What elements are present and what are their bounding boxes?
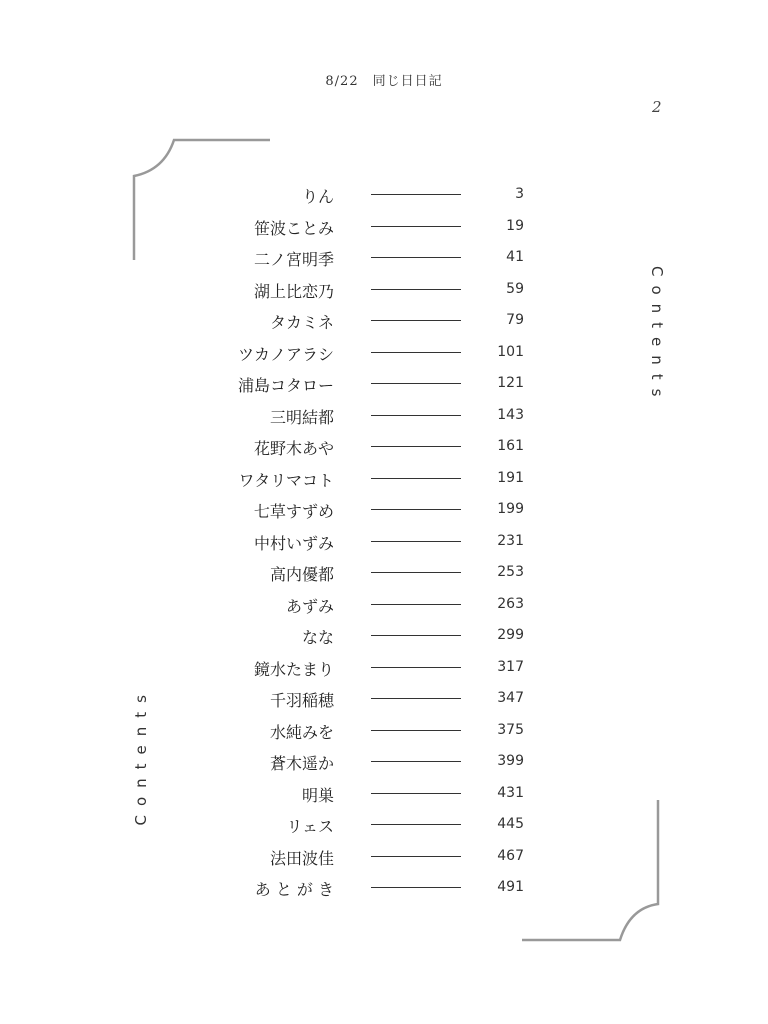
toc-entry[interactable]: [0, 369, 768, 401]
contents-label-left: Contents: [132, 686, 150, 826]
page-number: 2: [652, 98, 662, 116]
toc-entry-page: 347: [497, 690, 524, 706]
toc-leader-line: [371, 446, 461, 447]
toc-entry-page: 143: [497, 406, 524, 423]
toc-entry[interactable]: [0, 684, 768, 716]
toc-entry[interactable]: [0, 306, 768, 338]
toc-leader-line: [371, 415, 461, 416]
toc-entry[interactable]: [0, 180, 768, 212]
toc-leader-line: [371, 226, 461, 227]
toc-leader-line: [371, 509, 461, 510]
toc-entry-page: 161: [497, 438, 524, 454]
toc-entry-name: 笹波ことみ: [253, 218, 334, 238]
toc-leader-line: [371, 635, 461, 636]
toc-entry-name: 浦島コタロー: [237, 376, 334, 395]
toc-entry-name: 水純みを: [269, 722, 334, 742]
toc-leader-line: [371, 320, 461, 321]
toc-entry[interactable]: [0, 653, 768, 685]
toc-leader-line: [371, 541, 461, 542]
toc-leader-line: [371, 352, 461, 353]
toc-entry[interactable]: [0, 527, 768, 559]
toc-entry-name: 高内優都: [269, 565, 334, 584]
toc-entry-name: 千羽稲穂: [269, 691, 334, 710]
toc-entry-name: リェス: [286, 817, 334, 836]
toc-entry[interactable]: [0, 621, 768, 653]
toc-leader-line: [371, 572, 461, 573]
toc-entry-name: 明巣: [301, 785, 334, 805]
toc-entry-page: 263: [497, 595, 524, 612]
toc-entry[interactable]: [0, 842, 768, 874]
toc-leader-line: [371, 257, 461, 258]
toc-leader-line: [371, 887, 461, 888]
toc-leader-line: [371, 667, 461, 668]
toc-entry-name: ツカノアラシ: [237, 344, 334, 364]
toc-entry-page: 3: [515, 186, 524, 202]
toc-entry-name: 蒼木遥か: [269, 754, 334, 773]
toc-entry[interactable]: [0, 873, 768, 905]
toc-entry-page: 231: [497, 532, 524, 549]
toc-entry-page: 375: [497, 721, 524, 738]
toc-entry-name: あずみ: [285, 596, 334, 616]
toc-entry[interactable]: [0, 558, 768, 590]
toc-entry[interactable]: [0, 747, 768, 779]
toc-leader-line: [371, 604, 461, 605]
toc-leader-line: [371, 289, 461, 290]
toc-entry-page: 199: [497, 501, 524, 517]
toc-entry-name: 三明結都: [269, 407, 334, 427]
toc-entry[interactable]: [0, 243, 768, 275]
toc-entry[interactable]: [0, 810, 768, 842]
toc-entry-page: 299: [497, 627, 524, 643]
toc-entry-name: 中村いずみ: [253, 533, 334, 553]
toc-entry[interactable]: [0, 432, 768, 464]
toc-entry-page: 317: [497, 658, 524, 675]
toc-entry-page: 59: [506, 280, 524, 297]
toc-entry-name: 花野木あや: [253, 439, 334, 458]
toc-entry[interactable]: [0, 338, 768, 370]
toc-entry-name: 法田波佳: [269, 848, 334, 868]
contents-label-right: Contents: [648, 266, 666, 406]
toc-entry[interactable]: [0, 464, 768, 496]
toc-entry-page: 431: [497, 784, 524, 801]
toc-entry-name: りん: [301, 187, 334, 206]
toc-leader-line: [371, 856, 461, 857]
toc-entry-page: 491: [497, 879, 524, 895]
toc-entry[interactable]: [0, 779, 768, 811]
toc-entry-name: 七草すずめ: [253, 502, 334, 521]
table-of-contents: [0, 180, 768, 905]
toc-entry[interactable]: [0, 716, 768, 748]
toc-entry[interactable]: [0, 590, 768, 622]
toc-entry-name: なな: [301, 628, 334, 647]
toc-entry[interactable]: [0, 401, 768, 433]
toc-entry-page: 467: [497, 847, 524, 864]
toc-entry[interactable]: [0, 275, 768, 307]
toc-entry-page: 19: [506, 217, 524, 234]
toc-leader-line: [371, 793, 461, 794]
toc-entry[interactable]: [0, 212, 768, 244]
toc-leader-line: [371, 698, 461, 699]
running-header: 8/22 同じ日日記: [325, 74, 443, 89]
toc-entry-page: 121: [497, 375, 524, 391]
toc-entry-name: あ と が き: [254, 880, 334, 899]
toc-entry-page: 445: [497, 816, 524, 832]
toc-entry-name: ワタリマコト: [238, 470, 334, 490]
toc-leader-line: [371, 194, 461, 195]
toc-entry-page: 79: [506, 312, 524, 328]
toc-leader-line: [371, 824, 461, 825]
toc-leader-line: [371, 761, 461, 762]
toc-entry-page: 41: [506, 249, 524, 265]
toc-entry[interactable]: [0, 495, 768, 527]
toc-entry-name: 二ノ宮明季: [253, 250, 334, 269]
toc-entry-name: 湖上比恋乃: [253, 281, 334, 301]
toc-leader-line: [371, 383, 461, 384]
toc-leader-line: [371, 478, 461, 479]
toc-entry-page: 253: [497, 564, 524, 580]
toc-entry-page: 191: [497, 469, 524, 486]
toc-entry-name: 鏡水たまり: [253, 659, 334, 679]
toc-entry-name: タカミネ: [269, 313, 334, 332]
toc-entry-page: 101: [497, 343, 524, 360]
toc-leader-line: [371, 730, 461, 731]
toc-entry-page: 399: [497, 753, 524, 769]
